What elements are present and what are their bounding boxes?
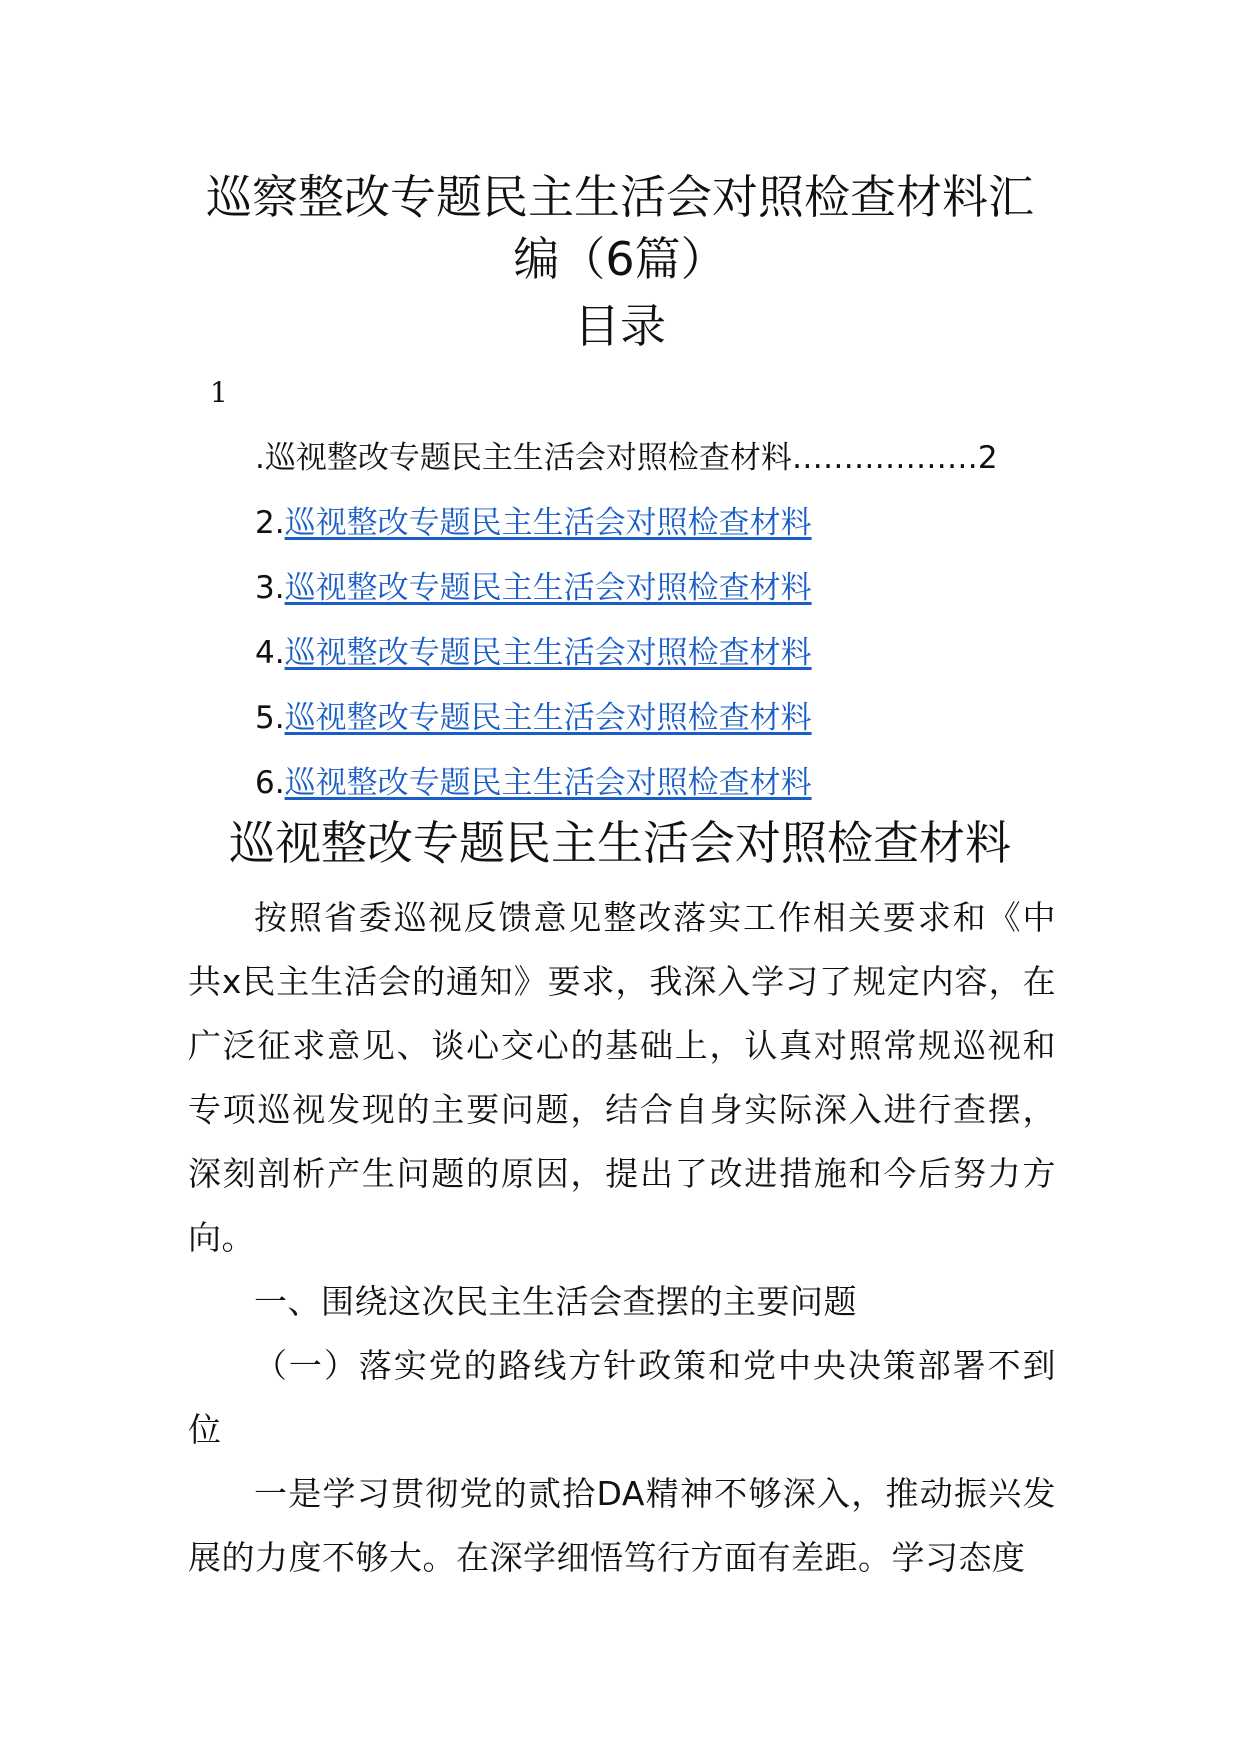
heading-level-1: 一、围绕这次民主生活会查摆的主要问题 (254, 1282, 857, 1321)
toc-link-3[interactable]: 巡视整改专题民主生活会对照检查材料 (284, 570, 812, 606)
toc-dot-leader: ……………… (791, 440, 978, 476)
toc-item-1 (255, 428, 1055, 493)
toc-item-number: 3. (255, 570, 285, 606)
toc-link-6[interactable]: 巡视整改专题民主生活会对照检查材料 (284, 765, 812, 801)
toc-page-number: 2 (977, 440, 998, 476)
document-title: 巡察整改专题民主生活会对照检查材料汇编（6篇） (206, 170, 1034, 286)
toc-link-4[interactable]: 巡视整改专题民主生活会对照检查材料 (284, 635, 812, 671)
toc-item-number: 6. (255, 765, 285, 801)
toc-item-4 (255, 623, 1055, 688)
toc-item-number: 5. (255, 700, 285, 736)
toc-link-5[interactable]: 巡视整改专题民主生活会对照检查材料 (284, 700, 812, 736)
toc-item-2 (255, 493, 1055, 558)
toc-item-text: .巡视整改专题民主生活会对照检查材料 (255, 440, 792, 476)
toc-link-2[interactable]: 巡视整改专题民主生活会对照检查材料 (284, 505, 812, 541)
toc-heading: 目录 (574, 299, 666, 353)
table-of-contents (255, 428, 1055, 818)
heading-level-2: （一）落实党的路线方针政策和党中央决策部署不到位 (188, 1346, 1056, 1449)
toc-first-number: 1 (210, 376, 228, 409)
toc-item-3 (255, 558, 1055, 623)
toc-item-6 (255, 753, 1055, 818)
toc-item-5 (255, 688, 1055, 753)
section-title: 巡视整改专题民主生活会对照检查材料 (229, 816, 1011, 870)
toc-item-number: 2. (255, 505, 285, 541)
intro-paragraph: 按照省委巡视反馈意见整改落实工作相关要求和《中共x民主生活会的通知》要求，我深入学习了规定内容，在广泛征求意见、谈心交心的基础上，认真对照常规巡视和专项巡视发现的主要问题，结合自身实际深入进行查摆，深刻剖析产生问题的原因，提出了改进措施和今后努力方向。 (188, 898, 1056, 1257)
toc-item-number: 4. (255, 635, 285, 671)
body-paragraph: 一是学习贯彻党的贰拾DA精神不够深入，推动振兴发展的力度不够大。在深学细悟笃行方面有差距。学习态度 (188, 1474, 1056, 1577)
